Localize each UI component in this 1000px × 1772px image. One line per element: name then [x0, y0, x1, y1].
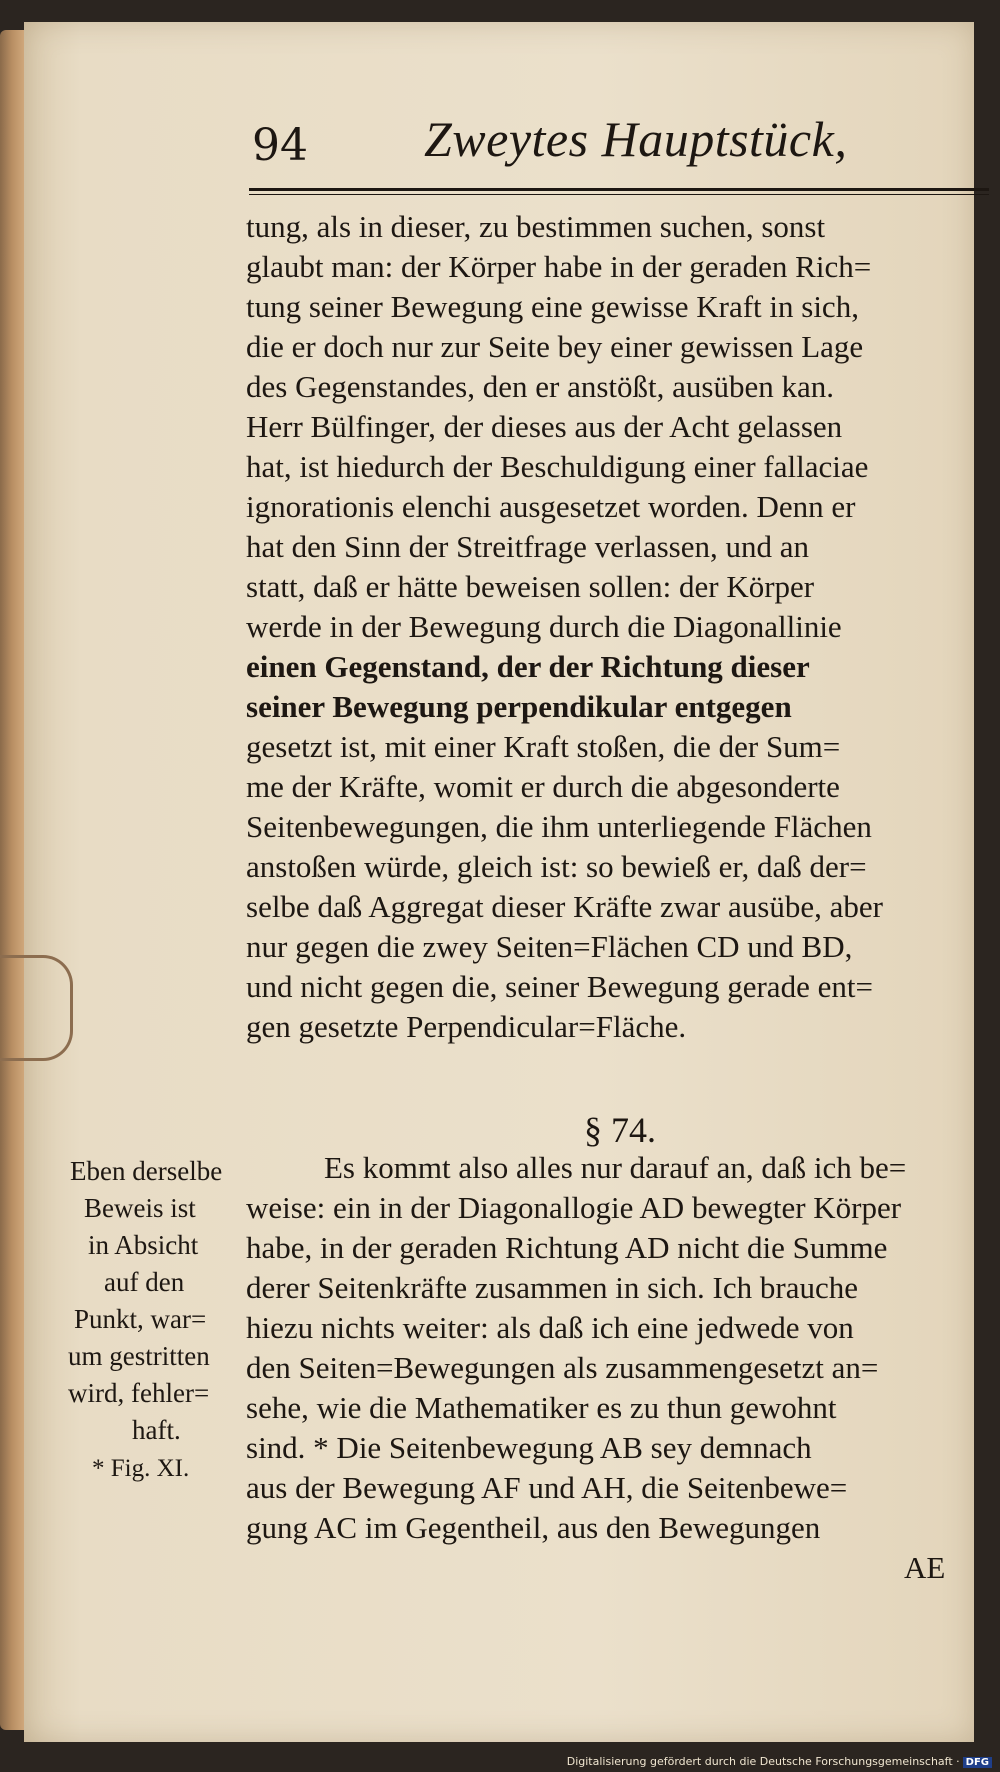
body-line: tung seiner Bewegung eine gewisse Kraft in sich, — [246, 289, 859, 324]
body-line: des Gegenstandes, den er anstößt, ausüben kan. — [246, 369, 834, 404]
body-line: die er doch nur zur Seite bey einer gewissen Lage — [246, 329, 864, 364]
body-line: statt, daß er hätte beweisen sollen: der Körper — [246, 569, 815, 604]
section-line: aus der Bewegung AF und AH, die Seitenbewe= — [246, 1470, 848, 1505]
body-line: hat, ist hiedurch der Beschuldigung einer fallaciae — [246, 449, 869, 484]
header-rule — [249, 188, 989, 191]
figure-reference: * Fig. XI. — [92, 1455, 190, 1482]
margin-note-line: wird, fehler= — [68, 1378, 210, 1408]
header-rule-thin — [249, 194, 989, 195]
body-line: und nicht gegen die, seiner Bewegung gerade ent= — [246, 969, 873, 1004]
margin-note-line: um gestritten — [68, 1341, 210, 1371]
catchword: AE — [904, 1550, 946, 1585]
margin-note-line: Eben derselbe — [70, 1156, 223, 1186]
margin-note-line: Punkt, war= — [74, 1304, 207, 1334]
section-line: sind. * Die Seitenbewegung AB sey demnach — [246, 1430, 812, 1465]
section-heading: § 74. — [584, 1110, 656, 1150]
body-line: tung, als in dieser, zu bestimmen suchen, sonst — [246, 209, 826, 244]
section-line: weise: ein in der Diagonallogie AD bewegter Körper — [246, 1190, 902, 1225]
body-line: hat den Sinn der Streitfrage verlassen, und an — [246, 529, 809, 564]
body-line: nur gegen die zwey Seiten=Flächen CD und BD, — [246, 929, 853, 964]
body-line: Herr Bülfinger, der dieses aus der Acht gelassen — [246, 409, 843, 444]
book-page — [24, 22, 974, 1742]
section-line: den Seiten=Bewegungen als zusammengesetzt an= — [246, 1350, 879, 1385]
section-line: Es kommt also alles nur darauf an, daß ich be= — [324, 1150, 907, 1185]
margin-note-line: auf den — [104, 1267, 185, 1297]
section-line: habe, in der geraden Richtung AD nicht die Summe — [246, 1230, 888, 1265]
digitization-credit — [567, 1755, 992, 1768]
margin-note-line: Beweis ist — [84, 1193, 196, 1223]
page-header — [24, 22, 974, 172]
body-line: me der Kräfte, womit er durch die abgesonderte — [246, 769, 840, 804]
body-line: gen gesetzte Perpendicular=Fläche. — [246, 1009, 687, 1044]
running-title: Zweytes Hauptstück, — [424, 111, 848, 167]
body-line: seiner Bewegung perpendikular entgegen — [246, 689, 792, 724]
body-line: Seitenbewegungen, die ihm unterliegende Flächen — [246, 809, 872, 844]
section-line: sehe, wie die Mathematiker es zu thun gewohnt — [246, 1390, 837, 1425]
body-line: anstoßen würde, gleich ist: so bewieß er, daß der= — [246, 849, 867, 884]
body-line: werde in der Bewegung durch die Diagonallinie — [246, 609, 842, 644]
body-line: selbe daß Aggregat dieser Kräfte zwar ausübe, aber — [246, 889, 883, 924]
section-line: hiezu nichts weiter: als daß ich eine jedwede von — [246, 1310, 854, 1345]
section-line: derer Seitenkräfte zusammen in sich. Ich brauche — [246, 1270, 858, 1305]
page-number: 94 — [252, 120, 308, 171]
credit-text: Digitalisierung gefördert durch die Deutsche Forschungsgemeinschaft · — [566, 1755, 960, 1768]
margin-note-line: in Absicht — [88, 1230, 199, 1260]
body-line: einen Gegenstand, der der Richtung dieser — [246, 649, 810, 684]
body-line: glaubt man: der Körper habe in der geraden Rich= — [246, 249, 872, 284]
section-line: gung AC im Gegentheil, aus den Bewegungen — [246, 1510, 821, 1545]
dfg-logo: DFG — [963, 1757, 992, 1768]
margin-note-line: haft. — [132, 1415, 181, 1445]
book-clasp — [0, 955, 73, 1061]
body-line: gesetzt ist, mit einer Kraft stoßen, die der Sum= — [246, 729, 841, 764]
body-line: ignorationis elenchi ausgesetzet worden. Denn er — [246, 489, 856, 524]
